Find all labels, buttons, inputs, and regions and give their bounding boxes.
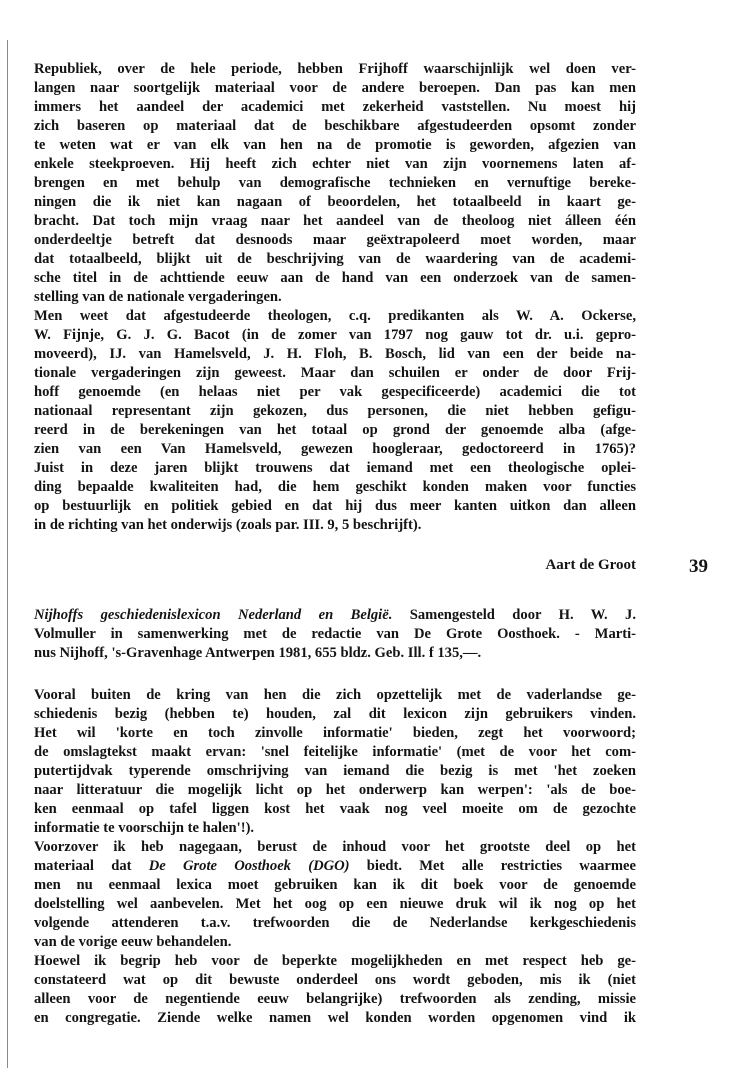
text-line: naar litteratuur die mogelijk licht op het onderwerp kan werpen': 'als de boe- bbox=[34, 782, 636, 798]
book-title: Nijhoffs geschiedenislexicon Nederland en België. bbox=[34, 607, 393, 623]
text-line bbox=[34, 857, 636, 876]
text-line: moveerd), IJ. van Hamelsveld, J. H. Floh, B. Bosch, lid van een der beide na- bbox=[34, 346, 636, 362]
text-line: constateerd wat op dit bewuste onderdeel ons wordt geboden, mis ik (niet bbox=[34, 972, 636, 988]
text-line: putertijdvak typerende omschrijving van iemand die bezig is met 'het zoeken bbox=[34, 763, 636, 779]
text-line: alleen voor de negentiende eeuw belangrijke) trefwoorden als zending, missie bbox=[34, 991, 636, 1007]
text-line: Het wil 'korte en toch zinvolle informatie' bieden, zegt het voorwoord; bbox=[34, 725, 636, 741]
text-line: ding bepaalde kwaliteiten had, die hem geschikt konden maken voor functies bbox=[34, 479, 636, 495]
text-line: sche titel in de achttiende eeuw aan de hand van een onderzoek van de samen- bbox=[34, 270, 636, 286]
heading-text: Samengesteld door H. W. J. bbox=[392, 607, 637, 623]
heading-line: Volmuller in samenwerking met de redactie van De Grote Oosthoek. - Marti- bbox=[34, 626, 636, 642]
text-line: van de vorige eeuw behandelen. bbox=[34, 934, 232, 950]
text-line: ken eenmaal op tafel liggen kost het vaak nog veel moeite om de gezochte bbox=[34, 801, 636, 817]
text-line: nationaal representant zijn gekozen, dus personen, die niet hebben gefigu- bbox=[34, 403, 636, 419]
text-run: materiaal dat bbox=[34, 858, 149, 874]
page-number: 39 bbox=[689, 556, 708, 577]
text-line: brengen en met behulp van demografische technieken en vernuftige bereke- bbox=[34, 175, 636, 191]
text-line: ningen die ik niet kan nagaan of beoordelen, het totaalbeeld in kaart ge- bbox=[34, 194, 636, 210]
review-body bbox=[34, 686, 636, 1028]
text-line: zich baseren op materiaal dat de beschikbare afgestudeerden opsomt zonder bbox=[34, 118, 636, 134]
text-line: doelstelling wel aanbevelen. Met het oog op een nieuwe druk wil ik nog op het bbox=[34, 896, 636, 912]
text-line: Juist in deze jaren blijkt trouwens dat iemand met een theologische oplei- bbox=[34, 460, 636, 476]
text-line: langen naar soortgelijk materiaal voor de andere beroepen. Dan pas kan men bbox=[34, 80, 636, 96]
text-line: dat totaalbeeld, blijkt uit de beschrijving van de waardering van de academi- bbox=[34, 251, 636, 267]
text-line: hoff genoemde (en helaas niet per vak gespecificeerde) academici die tot bbox=[34, 384, 636, 400]
text-line: stelling van de nationale vergaderingen. bbox=[34, 289, 282, 305]
text-line: volgende attenderen t.a.v. trefwoorden die de Nederlandse kerkgeschiedenis bbox=[34, 915, 636, 931]
text-line: reerd in de berekeningen van het totaal op grond der genoemde alba (afge- bbox=[34, 422, 636, 438]
text-line: Voorzover ik heb nagegaan, berust de inhoud voor het grootste deel op het bbox=[34, 839, 636, 855]
text-line: op bestuurlijk en politiek gebied en dat hij dus meer kanten uitkon dan alleen bbox=[34, 498, 636, 514]
italic-reference: De Grote Oosthoek (DGO) bbox=[148, 858, 350, 874]
text-line: Vooral buiten de kring van hen die zich opzettelijk met de vaderlandse ge- bbox=[34, 687, 636, 703]
text-line: men nu eenmaal lexica moet gebruiken kan ik dit boek voor de genoemde bbox=[34, 877, 636, 893]
text-line: informatie te voorschijn te halen'!). bbox=[34, 820, 255, 836]
text-line: enkele steekproeven. Hij heeft zich echter niet van zijn voornemens laten af- bbox=[34, 156, 636, 172]
text-line: de omslagtekst maakt ervan: 'snel feitelijke informatie' (met de voor het com- bbox=[34, 744, 636, 760]
text-line: immers het aandeel der academici met zekerheid vaststellen. Nu moest hij bbox=[34, 99, 636, 115]
text-line: onderdeeltje betreft dat desnoods maar geëxtrapoleerd moet worden, maar bbox=[34, 232, 636, 248]
text-line: Republiek, over de hele periode, hebben Frijhoff waarschijnlijk wel doen ver- bbox=[34, 61, 636, 77]
review-heading bbox=[34, 606, 636, 663]
text-line: zien van een Van Hamelsveld, gewezen hoogleraar, gedoctoreerd in 1765)? bbox=[34, 441, 636, 457]
text-line: Hoewel ik begrip heb voor de beperkte mogelijkheden en met respect heb ge- bbox=[34, 953, 636, 969]
text-line: en congregatie. Ziende welke namen wel konden worden opgenomen vind ik bbox=[34, 1010, 636, 1026]
heading-line: nus Nijhoff, 's-Gravenhage Antwerpen 1981, 655 bldz. Geb. Ill. f 135,—. bbox=[34, 645, 482, 661]
text-run: biedt. Met alle restricties waarmee bbox=[349, 858, 636, 874]
text-line: schiedenis bezig (hebben te) houden, zal dit lexicon zijn gebruikers vinden. bbox=[34, 706, 636, 722]
heading-line bbox=[34, 606, 636, 625]
text-line: tionale vergaderingen zijn geweest. Maar dan schuilen er onder de door Frij- bbox=[34, 365, 636, 381]
text-line: bracht. Dat toch mijn vraag naar het aandeel van de theoloog niet álleen één bbox=[34, 213, 636, 229]
previous-review-text bbox=[34, 60, 636, 535]
text-line: W. Fijnje, G. J. G. Bacot (in de zomer van 1797 nog gauw tot dr. u.i. gepro- bbox=[34, 327, 636, 343]
scan-margin-line bbox=[7, 40, 8, 1068]
author-signature: Aart de Groot bbox=[545, 557, 636, 573]
text-line: in de richting van het onderwijs (zoals par. III. 9, 5 beschrijft). bbox=[34, 517, 422, 533]
text-line: te weten wat er van elk van hen na de promotie is geworden, afgezien van bbox=[34, 137, 636, 153]
text-line: Men weet dat afgestudeerde theologen, c.q. predikanten als W. A. Ockerse, bbox=[34, 308, 636, 324]
